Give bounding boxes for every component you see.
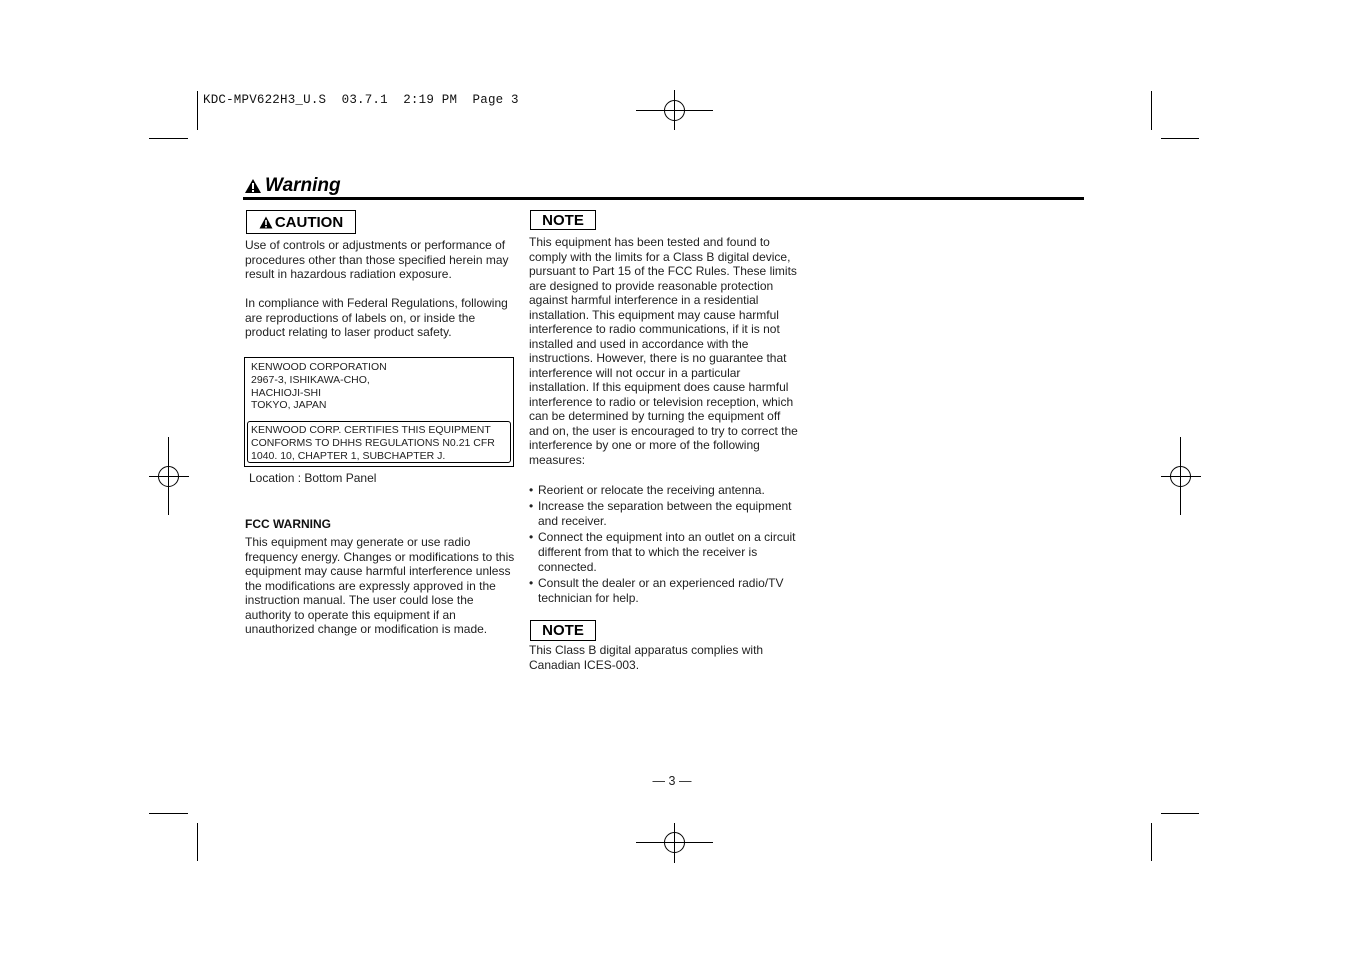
laser-label-reproduction	[244, 357, 514, 467]
registration-mark-right	[1161, 437, 1201, 515]
list-item: • Consult the dealer or an experienced radio/TV technician for help.	[529, 576, 784, 606]
section-title	[244, 175, 341, 197]
list-item: • Reorient or relocate the receiving antenna.	[529, 483, 765, 497]
certification-line: 1040. 10, CHAPTER 1, SUBCHAPTER J.	[251, 449, 446, 462]
list-item: • Increase the separation between the equipment and receiver.	[529, 499, 792, 529]
certification-line: KENWOOD CORP. CERTIFIES THIS EQUIPMENT	[251, 424, 491, 436]
label-address-line: TOKYO, JAPAN	[251, 399, 327, 412]
label-address-line: HACHIOJI-SHI	[251, 386, 322, 399]
list-item-text: Connect the equipment into an outlet on a circuit different from that to which the receiver is connected.	[538, 530, 796, 574]
warning-triangle-icon	[244, 178, 262, 194]
list-item-text: Increase the separation between the equipment and receiver.	[538, 499, 792, 529]
fcc-warning-heading: FCC WARNING	[245, 517, 331, 531]
label-address	[251, 361, 387, 412]
note-canada-text: This Class B digital apparatus complies with Canadian ICES-003.	[529, 643, 764, 672]
label-location: Location : Bottom Panel	[249, 471, 377, 485]
print-slug: KDC-MPV622H3_U.S 03.7.1 2:19 PM Page 3	[203, 93, 519, 107]
interference-measures-list	[529, 483, 804, 607]
certification-line: CONFORMS TO DHHS REGULATIONS N0.21 CFR	[251, 436, 495, 449]
fcc-warning-text: This equipment may generate or use radio frequency energy. Changes or modifications to this equipment may cause harmful interference unless the modifications are expressly approved in the instruction manual. The user could lose the authority to operate this equipment if an unauthorized change or modification is made.	[245, 535, 515, 636]
note-fcc-text: This equipment has been tested and found to comply with the limits for a Class B digital device, pursuant to Part 15 of the FCC Rules. These limits are designed to provide reasonable protection against harmful interference in a residential installation. This equipment may cause harmful interference to radio communications, if it is not installed and used in accordance with the instructions. However, there is no guarantee that interference will not occur in a particular installation. If this equipment does cause harmful interference to radio or television reception, which can be determined by turning the equipment off and on, the user is encouraged to try to correct the interference by one or more of the following measures:	[529, 235, 798, 467]
section-title-text: Warning	[265, 175, 341, 196]
warning-triangle-icon	[259, 216, 273, 229]
list-item-text: Reorient or relocate the receiving antenna.	[538, 483, 765, 497]
note-label-text: NOTE	[542, 211, 584, 229]
section-rule	[243, 197, 1084, 200]
caution-paragraph-1: Use of controls or adjustments or performance of procedures other than those specified herein may result in hazardous radiation exposure.	[245, 238, 509, 281]
page-number: — 3 —	[652, 774, 692, 788]
caution-label-text: CAUTION	[274, 213, 344, 231]
registration-mark-left	[149, 437, 189, 515]
list-item: • Connect the equipment into an outlet on a circuit different from that to which the receiver is connected.	[529, 530, 796, 574]
registration-mark-top	[636, 90, 713, 130]
registration-mark-bottom	[636, 823, 713, 863]
note-label	[530, 210, 596, 230]
label-address-line: KENWOOD CORPORATION	[251, 361, 387, 373]
list-item-text: Consult the dealer or an experienced radio/TV technician for help.	[538, 576, 784, 606]
certification-label	[247, 421, 511, 463]
caution-label	[246, 210, 356, 234]
note-label-text: NOTE	[542, 622, 584, 639]
note-label	[530, 620, 596, 641]
caution-paragraph-2: In compliance with Federal Regulations, following are reproductions of labels on, or inside the product relating to laser product safety.	[245, 296, 508, 339]
label-address-line: 2967-3, ISHIKAWA-CHO,	[251, 373, 370, 386]
